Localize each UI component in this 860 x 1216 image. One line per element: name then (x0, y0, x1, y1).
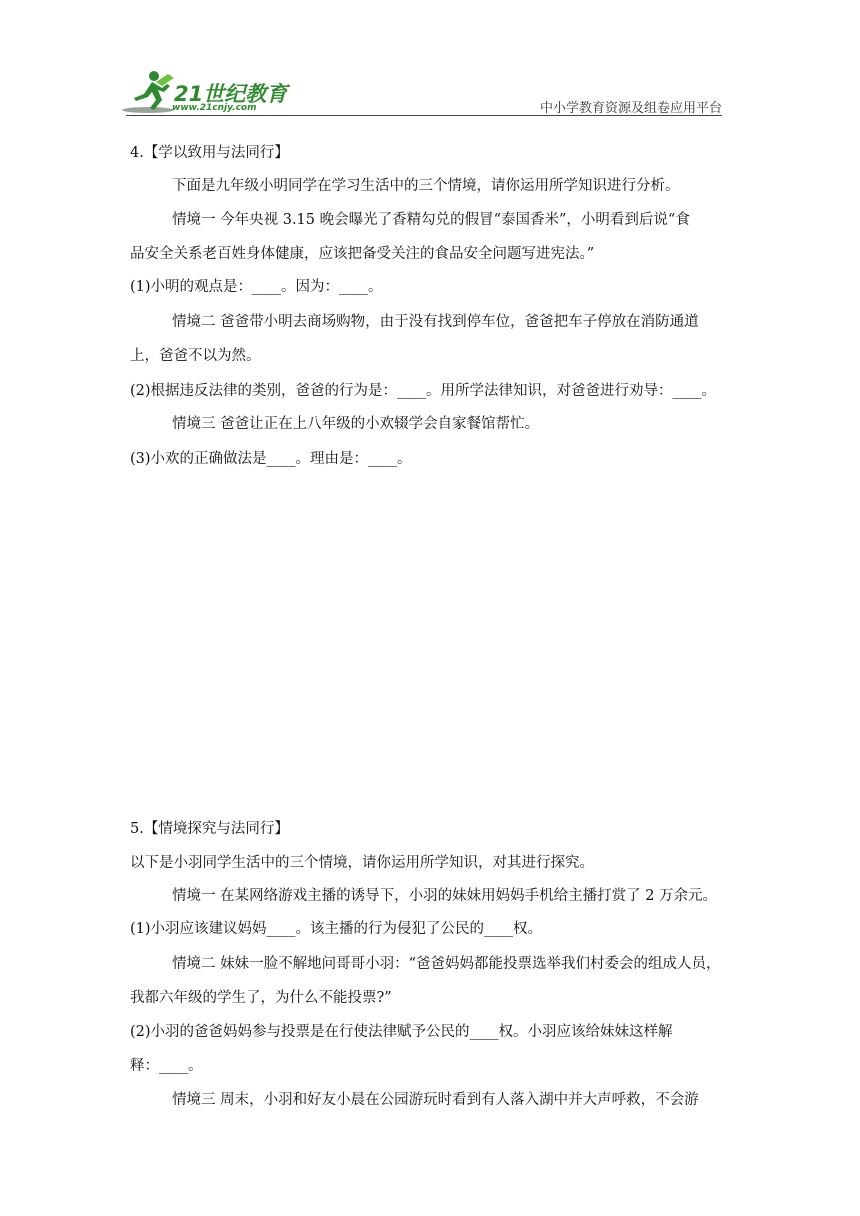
question-4-intro: 下面是九年级小明同学在学习生活中的三个情境，请你运用所学知识进行分析。 (172, 178, 680, 194)
question-5-intro: 以下是小羽同学生活中的三个情境，请你运用所学知识，对其进行探究。 (130, 855, 594, 871)
scenario-2-text-cont: 上，爸爸不以为然。 (130, 348, 261, 364)
scenario-1-text: 情境一 在某网络游戏主播的诱导下，小羽的妹妹用妈妈手机给主播打赏了 2 万余元。 (172, 888, 718, 904)
question-4-title: 4.【学以致用与法同行】 (130, 145, 289, 161)
scenario-3-text: 情境三 周末，小羽和好友小晨在公园游玩时看到有人落入湖中并大声呼救，不会游 (172, 1092, 699, 1108)
sub-question-3: (3)小欢的正确做法是____。理由是：____。 (130, 451, 412, 467)
sub-question-1: (1)小明的观点是：____。因为：____。 (130, 279, 383, 295)
header-divider (126, 115, 722, 116)
logo-wordmark: 21世纪教育 (174, 82, 288, 106)
scenario-2-text-cont: 我都六年级的学生了，为什么不能投票?” (130, 990, 392, 1006)
scenario-1-text-cont: 品安全关系老百姓身体健康，应该把备受关注的食品安全问题写进宪法。” (130, 246, 595, 262)
question-5-title: 5.【情境探究与法同行】 (130, 821, 289, 837)
page-header (0, 0, 860, 120)
scenario-1-text: 情境一 今年央视 3.15 晚会曝光了香精勾兑的假冒“泰国香米”，小明看到后说“食 (172, 212, 690, 228)
logo-url: www.21cnjy.com (172, 103, 257, 113)
scenario-3-text: 情境三 爸爸让正在上八年级的小欢辍学会自家餐馆帮忙。 (172, 416, 540, 432)
site-logo[interactable] (122, 68, 292, 116)
sub-question-2-cont: 释：____。 (130, 1058, 203, 1074)
sub-question-2: (2)小羽的爸爸妈妈参与投票是在行使法律赋予公民的____权。小羽应该给妹妹这样解 (130, 1024, 673, 1040)
scenario-2-text: 情境二 妹妹一脸不解地问哥哥小羽：“爸爸妈妈都能投票选举我们村委会的组成人员， (172, 956, 721, 972)
sub-question-1: (1)小羽应该建议妈妈____。该主播的行为侵犯了公民的____权。 (130, 921, 543, 937)
scenario-2-text: 情境二 爸爸带小明去商场购物，由于没有找到停车位，爸爸把车子停放在消防通道 (172, 314, 699, 330)
running-figure-icon (122, 68, 178, 116)
platform-tagline: 中小学教育资源及组卷应用平台 (539, 101, 722, 116)
sub-question-2: (2)根据违反法律的类别，爸爸的行为是：____。用所学法律知识，对爸爸进行劝导：____。 (130, 383, 717, 399)
